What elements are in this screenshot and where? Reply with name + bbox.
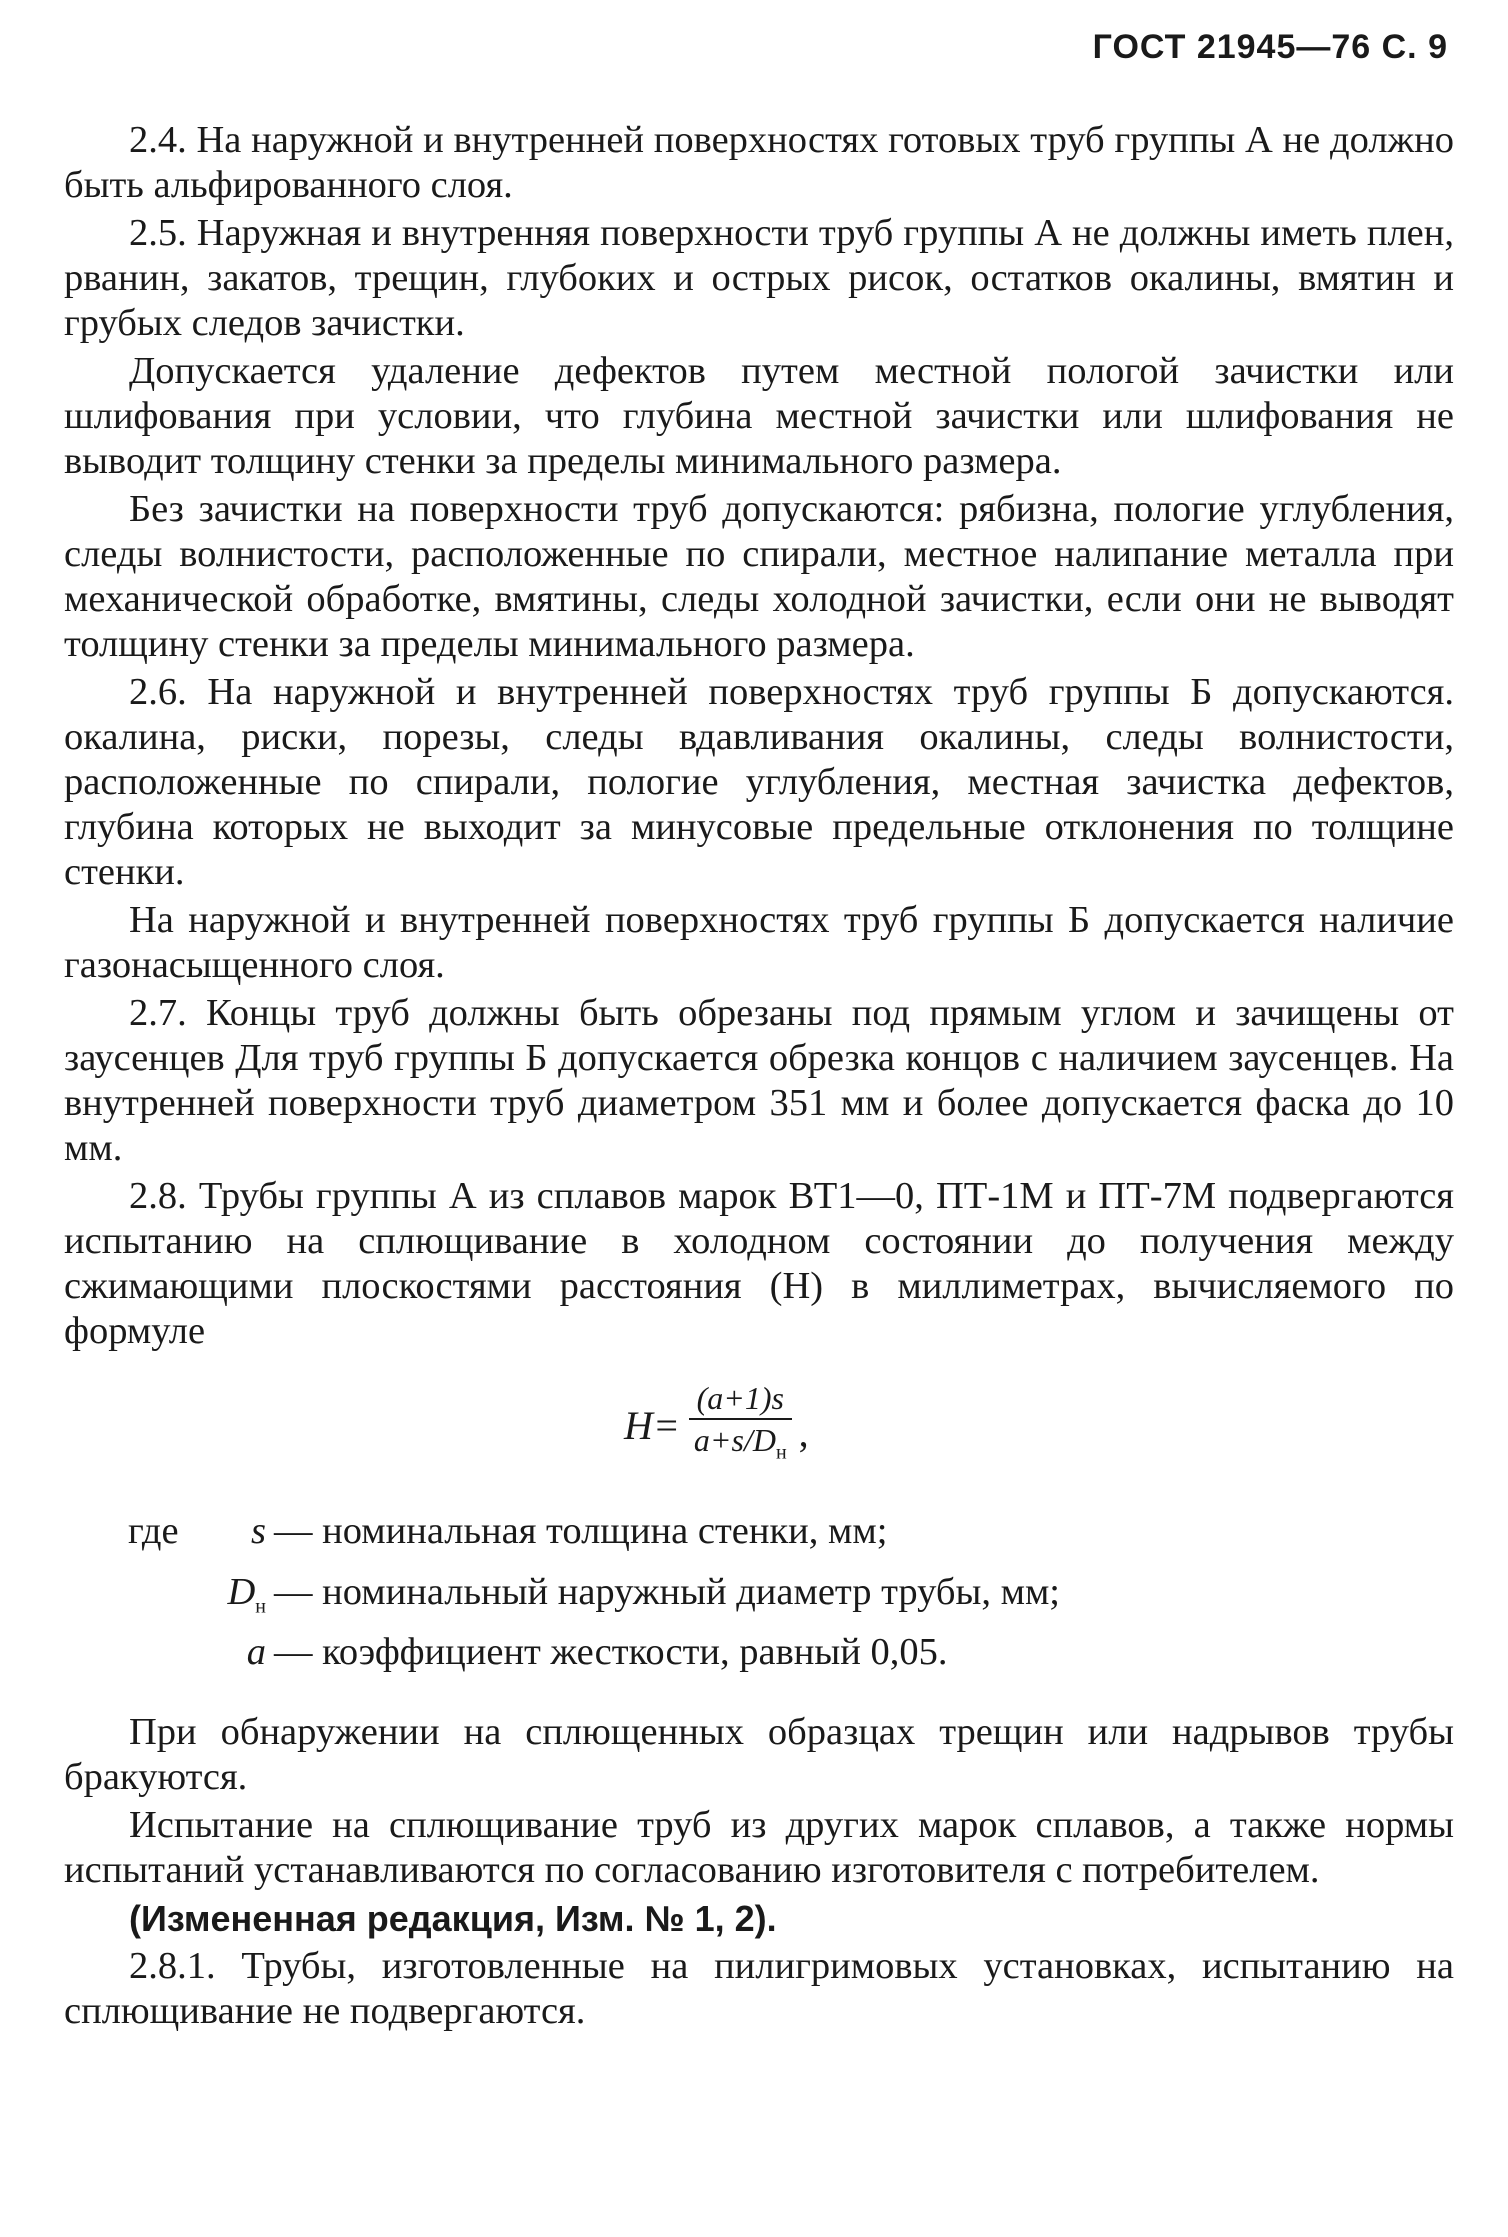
definition-row [64, 1569, 1454, 1630]
paragraph-2-8-1: 2.8.1. Трубы, изготовленные на пилигримовых установках, испытанию на сплющивание не подвергаются. [64, 1945, 1454, 2033]
formula [624, 1378, 809, 1472]
formula-block [64, 1366, 1454, 1486]
paragraph-gas-layer: На наружной и внутренней поверхностях труб группы Б допускается наличие газонасыщенного слоя. [64, 899, 1454, 986]
paragraph-2-7: 2.7. Концы труб должны быть обрезаны под прямым углом и зачищены от заусенцев Для труб группы Б допускается обрезка концов с наличием заусенцев. На внутренней поверхности труб диаметром 351 мм и более допускается фаска до 10 мм. [64, 992, 1454, 1169]
definitions-lead: где [128, 1510, 179, 1552]
paragraph-2-4: 2.4. На наружной и внутренней поверхностях готовых труб группы А не должно быть альфированного слоя. [64, 119, 1454, 206]
paragraph-flattened-cracks: При обнаружении на сплющенных образцах трещин или надрывов трубы бракуются. [64, 1711, 1454, 1799]
formula-numerator: (a+1)s [689, 1378, 792, 1420]
body-text [64, 118, 1454, 2037]
definition-text: — номинальная толщина стенки, мм; [274, 1510, 888, 1552]
definitions-list [64, 1508, 1454, 1690]
formula-fraction [686, 1378, 795, 1472]
amendment-note: (Измененная редакция, Изм. № 1, 2). [129, 1898, 777, 1940]
page-header: ГОСТ 21945—76 С. 9 [1092, 28, 1448, 66]
paragraph-removal-defects: Допускается удаление дефектов путем местной пологой зачистки или шлифования при условии, что глубина местной зачистки или шлифования не выводит толщину стенки за пределы минимального размера. [64, 350, 1454, 482]
formula-denominator-main: a+s/D [693, 1422, 776, 1458]
definition-row [64, 1508, 1454, 1569]
definition-symbol: s [251, 1510, 266, 1552]
paragraph-2-5: 2.5. Наружная и внутренняя поверхности труб группы А не должны иметь плен, рванин, закатов, трещин, глубоких и острых рисок, остатков окалины, вмятин и грубых следов зачистки. [64, 212, 1454, 344]
definition-symbol: a [246, 1631, 266, 1674]
paragraph-2-8: 2.8. Трубы группы А из сплавов марок ВТ1—0, ПТ-1М и ПТ-7М подвергаются испытанию на сплющивание в холодном состоянии до получения между сжимающими плоскостями расстояния (Н) в миллиметрах, вычисляемого по формуле [64, 1175, 1454, 1352]
paragraph-other-alloys: Испытание на сплющивание труб из других марок сплавов, а также нормы испытаний устанавливаются по согласованию изготовителя с потребителем. [64, 1804, 1454, 1892]
formula-denominator-sub: н [775, 1441, 787, 1464]
paragraph-2-6: 2.6. На наружной и внутренней поверхностях труб группы Б допускаются. окалина, риски, порезы, следы вдавливания окалины, следы волнистости, расположенные по спирали, пологие углубления, местная зачистка дефектов, глубина которых не выходит за минусовые предельные отклонения по толщине стенки. [64, 671, 1454, 893]
formula-denominator [686, 1420, 795, 1472]
paragraph-without-cleaning: Без зачистки на поверхности труб допускаются: рябизна, пологие углубления, следы волнистости, расположенные по спирали, местное налипание металла при механической обработке, вмятины, следы холодной зачистки, если они не выводят толщину стенки за пределы минимального размера. [64, 488, 1454, 665]
formula-lhs: H= [624, 1402, 680, 1448]
definition-text: — коэффициент жесткости, равный 0,05. [274, 1631, 948, 1674]
definition-text: — номинальный наружный диаметр трубы, мм; [274, 1570, 1060, 1613]
formula-comma: , [798, 1409, 809, 1455]
definition-symbol: $D_н$ [227, 1570, 266, 1618]
definition-row [64, 1629, 1454, 1690]
